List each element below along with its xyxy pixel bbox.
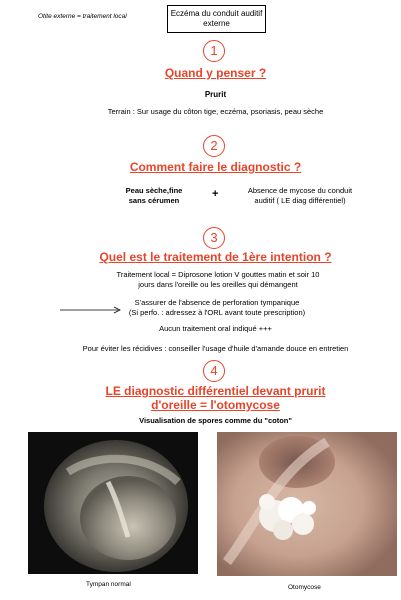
section1-terrain: Terrain : Sur usage du côton tige, eczéma, psoriasis, peau sèche [107,107,324,116]
section4-heading-line1: LE diagnostic différentiel devant prurit [105,384,326,398]
diagnostic-criterion-right [235,186,365,206]
perforation-check-line1: S'assurer de l'absence de perforation tympanique [134,298,300,307]
document-title-line2: externe [203,19,230,28]
treatment-text [85,270,351,290]
diagnostic-criterion-left-line2: sans cérumen [128,196,180,205]
left-photo-caption: Tympan normal [86,581,131,588]
section3-number-badge: 3 [203,227,225,249]
perforation-check-line2: (Si perfo. : adressez à l'ORL avant toute prescription) [128,308,306,317]
section4-heading [0,384,401,412]
right-photo-caption: Otomycose [288,584,321,591]
treatment-line1: Traitement local = Diprosone lotion V gouttes matin et soir 10 [116,270,320,279]
diagnostic-criterion-right-line1: Absence de mycose du conduit [247,186,353,195]
section4-number-badge: 4 [203,360,225,382]
document-title-line1: Eczéma du conduit auditif [170,9,263,18]
section2-number-badge: 2 [203,135,225,157]
otomycosis-photo [217,432,397,576]
section2-heading: Comment faire le diagnostic ? [129,160,302,174]
section1-heading: Quand y penser ? [164,66,267,80]
diagnostic-criterion-left [104,186,204,206]
normal-eardrum-photo [28,432,198,574]
recidive-advice: Pour éviter les récidives : conseiller l'usage d'huile d'amande douce en entretien [82,344,349,353]
corner-note: Otite externe = traitement local [38,13,127,20]
section1-subtitle: Prurit [204,90,227,99]
section3-heading: Quel est le traitement de 1ère intention ? [99,250,332,264]
section1-number-badge: 1 [203,40,225,62]
diagnostic-criterion-right-line2: auditif ( LE diag différentiel) [254,196,346,205]
document-title-box [167,5,266,33]
perforation-check [112,298,322,318]
treatment-line2: jours dans l'oreille ou les oreilles qui démangent [138,280,298,289]
plus-sign: + [212,188,219,200]
section4-heading-line2: d'oreille = l'otomycose [151,398,280,412]
diagnostic-criterion-left-line1: Peau sèche,fine [125,186,183,195]
section4-subtitle: Visualisation de spores comme du "coton" [139,416,292,425]
oral-treatment-note: Aucun traitement oral indiqué +++ [159,324,272,333]
